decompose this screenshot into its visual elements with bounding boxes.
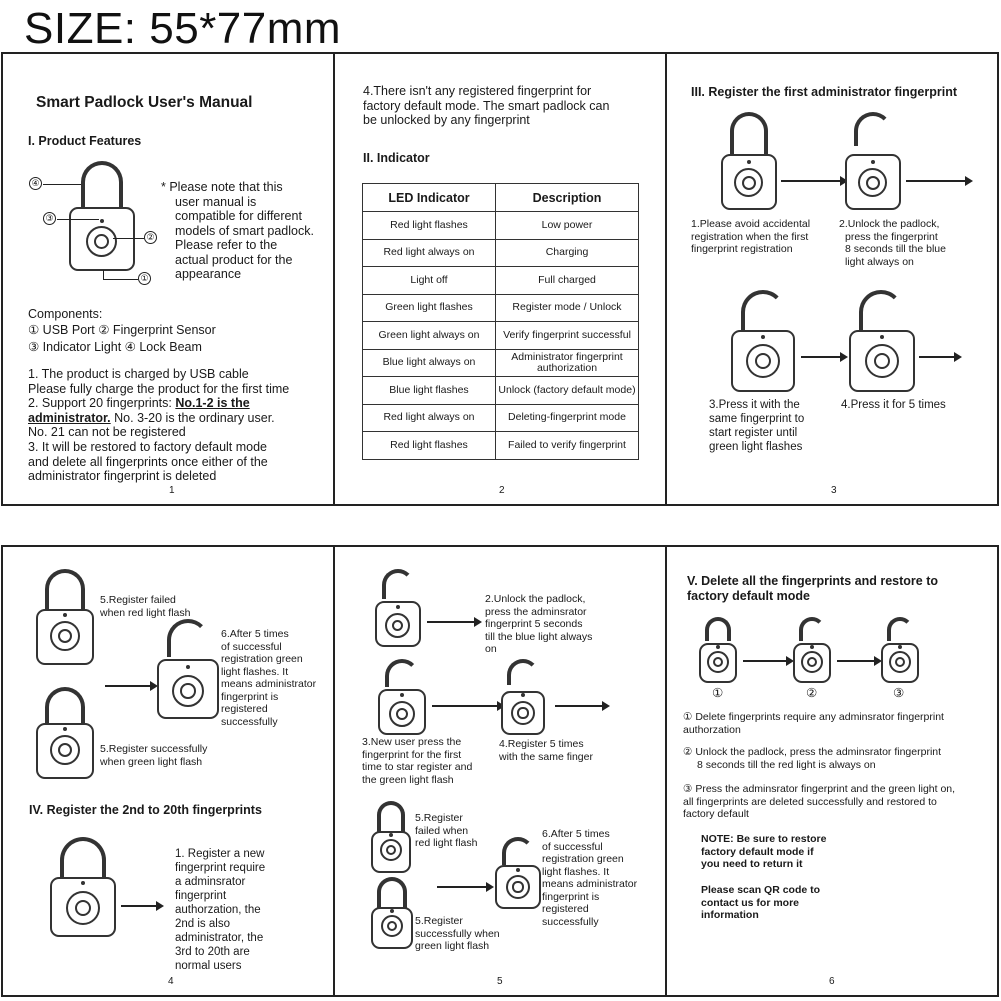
step-4-text: 4.Register 5 times with the same finger: [499, 738, 593, 763]
step-6-text: 6.After 5 times of successful registration green light flashes. It means administrator fingerprint is registered successfully: [221, 628, 317, 728]
description-cell: Full charged: [496, 267, 639, 295]
table-row: [363, 404, 639, 432]
step-3-text: 3.Press it with the same fingerprint to start register until green light flashes: [709, 399, 805, 453]
arrow: [427, 621, 475, 623]
description-cell: Low power: [496, 212, 639, 240]
led-indicator-cell: Red light flashes: [363, 432, 496, 460]
page-number: 5: [497, 976, 503, 987]
padlock-unlocked: [845, 112, 901, 210]
delete-note-1: ① Delete fingerprints require any adminsrator fingerprint authorzation: [683, 711, 944, 736]
table-row: [363, 322, 639, 350]
callout-4: ④: [29, 177, 42, 190]
padlock-unlocked: [50, 837, 116, 937]
padlock-locked: [371, 801, 411, 873]
padlock-unlocked: [881, 617, 919, 683]
led-indicator-cell: Red light always on: [363, 239, 496, 267]
arrow: [105, 685, 151, 687]
padlock-locked: [36, 687, 94, 779]
description-cell: Verify fingerprint successful: [496, 322, 639, 350]
table-row: [363, 267, 639, 295]
step-5-success-text: 5.Register successfully when green light flash: [415, 915, 500, 952]
manual-page-5: [333, 545, 667, 997]
step-label-3: ③: [893, 686, 905, 700]
section-indicator: II. Indicator: [363, 151, 430, 165]
led-indicator-cell: Red light always on: [363, 404, 496, 432]
arrow: [121, 905, 157, 907]
table-header: LED Indicator: [363, 184, 496, 212]
padlock-unlocked: [793, 617, 831, 683]
manual-page-2: [333, 52, 667, 506]
padlock-unlocked: [849, 290, 915, 392]
callout-1: ①: [138, 272, 151, 285]
delete-note-3: ③ Press the adminsrator fingerprint and the green light on, all fingerprints are deleted successfully and restored to factory default: [683, 783, 956, 820]
arrow: [906, 180, 966, 182]
arrow: [743, 660, 787, 662]
step-1-text: 1. Register a new fingerprint require a adminsrator fingerprint authorzation, the 2nd is also administrator, the 3rd to 20th are normal users: [175, 848, 266, 972]
step-1-text: 1.Please avoid accidental registration when the first fingerprint registration: [691, 218, 811, 255]
page-number: 1: [169, 485, 175, 496]
padlock-unlocked: [699, 617, 737, 683]
step-2-text: 2.Unlock the padlock, press the adminsrator fingerprint 5 seconds till the blue light always on: [485, 593, 593, 655]
description-cell: Register mode / Unlock: [496, 294, 639, 322]
description-cell: Charging: [496, 239, 639, 267]
led-indicator-cell: Blue light flashes: [363, 377, 496, 405]
arrow: [555, 705, 603, 707]
description-cell: Failed to verify fingerprint: [496, 432, 639, 460]
step-label-2: ②: [806, 686, 818, 700]
step-5-failed-text: 5.Register failed when red light flash: [415, 812, 478, 849]
padlock-unlocked: [495, 837, 541, 909]
arrow: [437, 886, 487, 888]
components-line-1: ① USB Port ② Fingerprint Sensor: [28, 323, 216, 337]
factory-default-note: 4.There isn't any registered fingerprint for factory default mode. The smart padlock can be unlocked by any fingerprint: [363, 84, 610, 127]
arrow: [781, 180, 841, 182]
led-indicator-cell: Red light flashes: [363, 212, 496, 240]
qr-contact-note: Please scan QR code to contact us for more information: [701, 884, 821, 921]
step-3-text: 3.New user press the fingerprint for the first time to star register and the green light flash: [362, 736, 473, 786]
padlock-diagram: [69, 161, 135, 271]
feature-list: 1. The product is charged by USB cable Please fully charge the product for the first time 2. Support 20 fingerprints: No.1-2 is the administrator. No. 3-20 is the ordinary user. No. 21 can not be registered 3. It will be restored to factory default mode and delete all fingerprints once either of the administrator fingerprint is deleted: [28, 367, 290, 484]
step-4-text: 4.Press it for 5 times: [841, 399, 946, 411]
description-cell: Unlock (factory default mode): [496, 377, 639, 405]
page-number: 2: [499, 485, 505, 496]
led-indicator-cell: Light off: [363, 267, 496, 295]
table-row: [363, 239, 639, 267]
callout-3: ③: [43, 212, 56, 225]
section-register-first-admin: III. Register the first administrator fingerprint: [691, 85, 958, 99]
delete-note-2: ② Unlock the padlock, press the adminsrator fingerprint 8 seconds till the red light is always on: [683, 746, 942, 771]
padlock-unlocked: [731, 290, 795, 392]
table-row: [363, 432, 639, 460]
section-product-features: I. Product Features: [28, 134, 142, 148]
arrow: [432, 705, 498, 707]
components-label: Components:: [28, 307, 103, 321]
step-5-failed-text: 5.Register failed when red light flash: [100, 594, 191, 619]
step-5-success-text: 5.Register successfully when green light flash: [100, 743, 208, 768]
padlock-unlocked: [375, 569, 421, 647]
compatibility-note: * Please note that this user manual is compatible for different models of smart padlock. Please refer to the actual product for the appearance: [161, 180, 314, 281]
led-indicator-cell: Blue light always on: [363, 349, 496, 377]
arrow: [801, 356, 841, 358]
padlock-unlocked: [378, 659, 426, 735]
section-delete-restore: V. Delete all the fingerprints and restore to factory default mode: [687, 574, 938, 603]
table-row: [363, 349, 639, 377]
padlock-locked: [36, 569, 94, 665]
return-note: NOTE: Be sure to restore factory default mode if you need to return it: [701, 833, 827, 870]
table-row: [363, 212, 639, 240]
manual-page-3: [665, 52, 999, 506]
arrow: [919, 356, 955, 358]
table-row: [363, 377, 639, 405]
arrow: [837, 660, 875, 662]
padlock-locked: [721, 112, 777, 210]
manual-page-4: [1, 545, 335, 997]
padlock-unlocked: [501, 659, 545, 735]
led-indicator-cell: Green light always on: [363, 322, 496, 350]
description-cell: Deleting-fingerprint mode: [496, 404, 639, 432]
step-6-text: 6.After 5 times of successful registration green light flashes. It means administrator fingerprint is registered successfully: [542, 828, 638, 928]
manual-page-6: [665, 545, 999, 997]
padlock-unlocked: [157, 619, 219, 719]
padlock-locked: [371, 877, 413, 949]
manual-page-1: [1, 52, 335, 506]
manual-title: Smart Padlock User's Manual: [36, 94, 253, 111]
page-number: 4: [168, 976, 174, 987]
step-label-1: ①: [712, 686, 724, 700]
description-cell: Administrator fingerprint authorization: [496, 349, 639, 377]
page-number: 6: [829, 976, 835, 987]
page-number: 3: [831, 485, 837, 496]
step-2-text: 2.Unlock the padlock, press the fingerprint 8 seconds till the blue light always on: [839, 218, 946, 268]
callout-2: ②: [144, 231, 157, 244]
table-header: Description: [496, 184, 639, 212]
led-indicator-cell: Green light flashes: [363, 294, 496, 322]
size-title: SIZE: 55*77mm: [24, 4, 342, 53]
table-row: [363, 294, 639, 322]
section-register-2nd-20th: IV. Register the 2nd to 20th fingerprints: [29, 803, 262, 817]
components-line-2: ③ Indicator Light ④ Lock Beam: [28, 340, 202, 354]
led-indicator-table: [362, 183, 639, 460]
